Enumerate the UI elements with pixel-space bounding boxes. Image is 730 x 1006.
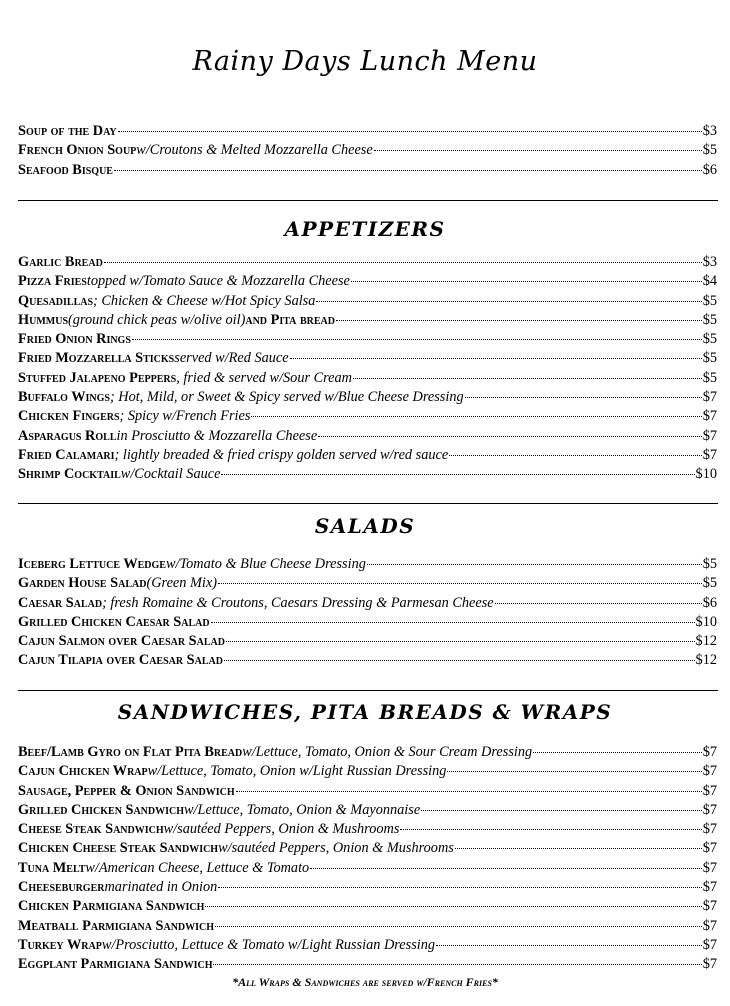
menu-item xyxy=(18,632,717,651)
item-description: w/Tomato & Blue Cheese Dressing xyxy=(165,556,366,572)
item-price: $3 xyxy=(702,254,717,270)
item-name: Quesadillas xyxy=(18,292,94,309)
menu-item xyxy=(18,839,717,858)
item-name: French Onion Soup xyxy=(18,142,137,159)
item-price: $6 xyxy=(702,161,717,178)
menu-item xyxy=(18,897,717,916)
menu-item xyxy=(18,349,717,368)
menu-item xyxy=(18,253,717,272)
dot-leader xyxy=(213,964,701,965)
item-price: $7 xyxy=(702,956,717,973)
item-price: $5 xyxy=(702,556,717,572)
item-name: Soup of the Day xyxy=(18,123,117,139)
dot-leader xyxy=(449,455,702,456)
menu-item xyxy=(18,743,717,762)
item-name: Eggplant Parmigiana Sandwich xyxy=(18,956,213,973)
item-price: $7 xyxy=(702,427,717,444)
dot-leader xyxy=(221,474,694,475)
dot-leader xyxy=(455,848,702,849)
appetizers-list xyxy=(18,253,717,485)
menu-item xyxy=(18,161,717,180)
dot-leader xyxy=(367,564,702,565)
item-name: Cajun Salmon over Caesar Salad xyxy=(18,633,225,650)
item-price: $5 xyxy=(702,575,717,592)
item-name: Shrimp Cocktail xyxy=(18,466,121,483)
menu-item xyxy=(18,272,717,291)
item-price: $7 xyxy=(702,801,717,818)
item-description: w/Prosciutto, Lettuce & Tomato w/Light Russian Dressing xyxy=(101,936,436,953)
soups-list xyxy=(18,122,717,180)
salads-list xyxy=(18,555,717,671)
item-name: Cajun Chicken Wrap xyxy=(18,763,148,780)
section-divider xyxy=(18,690,718,691)
menu-item xyxy=(18,427,717,446)
dot-leader xyxy=(316,301,701,302)
dot-leader xyxy=(226,641,695,642)
item-name: Asparagus Roll xyxy=(18,427,117,444)
menu-item xyxy=(18,651,717,670)
item-description: w/Lettuce, Tomato, Onion & Mayonnaise xyxy=(184,801,421,818)
dot-leader xyxy=(447,771,701,772)
menu-item xyxy=(18,820,717,839)
item-name: Garlic Bread xyxy=(18,254,103,270)
menu-title: Rainy Days Lunch Menu xyxy=(192,46,538,77)
menu-item xyxy=(18,594,717,613)
menu-item xyxy=(18,762,717,781)
item-price: $7 xyxy=(702,840,717,857)
item-price: $6 xyxy=(702,594,717,611)
item-description: w/American Cheese, Lettuce & Tomato xyxy=(85,859,310,876)
item-name: Meatball Parmigiana Sandwich xyxy=(18,917,215,934)
sandwiches-list xyxy=(18,743,717,975)
menu-item xyxy=(18,292,717,311)
dot-leader xyxy=(211,622,695,623)
menu-item xyxy=(18,955,717,974)
item-description: (ground chick peas w/olive oil) xyxy=(68,311,246,328)
item-description: ; Hot, Mild, or Sweet & Spicy served w/Blue Cheese Dressing xyxy=(109,389,464,406)
item-price: $10 xyxy=(695,466,717,483)
menu-item xyxy=(18,574,717,593)
item-price: $4 xyxy=(702,273,717,290)
menu-item xyxy=(18,782,717,801)
menu-item xyxy=(18,330,717,349)
item-description: (Green Mix) xyxy=(146,575,217,592)
item-price: $5 xyxy=(702,311,717,328)
menu-item xyxy=(18,311,717,330)
dot-leader xyxy=(336,320,702,321)
item-description: ; Chicken & Cheese w/Hot Spicy Salsa xyxy=(93,292,316,309)
item-price: $5 xyxy=(702,142,717,159)
item-price: $10 xyxy=(695,613,717,630)
item-name: Sausage, Pepper & Onion Sandwich xyxy=(18,782,235,799)
item-name: Chicken Fingers xyxy=(18,408,120,425)
dot-leader xyxy=(353,378,702,379)
item-description: in Prosciutto & Mozzarella Cheese xyxy=(116,427,318,444)
item-price: $7 xyxy=(702,898,717,915)
footer-note: *All Wraps & Sandwiches are served w/French Fries* xyxy=(232,975,498,989)
dot-leader xyxy=(132,339,702,340)
dot-leader xyxy=(104,262,702,263)
menu-item xyxy=(18,936,717,955)
item-description: ; Spicy w/French Fries xyxy=(119,408,251,425)
menu-item xyxy=(18,407,717,426)
dot-leader xyxy=(533,752,702,753)
item-name: Pizza Fries xyxy=(18,273,87,290)
item-name: Cajun Tilapia over Caesar Salad xyxy=(18,652,223,669)
item-name: Chicken Cheese Steak Sandwich xyxy=(18,840,219,857)
dot-leader xyxy=(218,887,701,888)
dot-leader xyxy=(118,131,702,132)
menu-item xyxy=(18,917,717,936)
item-description: served w/Red Sauce xyxy=(174,350,289,367)
item-name: Seafood Bisque xyxy=(18,161,113,178)
dot-leader xyxy=(495,603,702,604)
menu-item xyxy=(18,446,717,465)
item-description: topped w/Tomato Sauce & Mozzarella Cheese xyxy=(86,273,350,290)
section-divider xyxy=(18,503,718,504)
dot-leader xyxy=(436,945,702,946)
dot-leader xyxy=(400,829,701,830)
item-price: $5 xyxy=(702,331,717,348)
salads-heading: SALADS xyxy=(314,514,416,538)
item-name: Fried Calamari xyxy=(18,446,115,463)
menu-item xyxy=(18,878,717,897)
item-price: $7 xyxy=(702,879,717,896)
menu-item xyxy=(18,555,717,574)
dot-leader xyxy=(218,583,702,584)
item-price: $3 xyxy=(702,123,717,139)
item-name: Fried Onion Rings xyxy=(18,331,131,348)
item-description: ; fresh Romaine & Croutons, Caesars Dressing & Parmesan Cheese xyxy=(102,594,494,611)
item-description: w/Croutons & Melted Mozzarella Cheese xyxy=(136,142,373,159)
dot-leader xyxy=(215,926,702,927)
item-price: $12 xyxy=(695,652,717,669)
dot-leader xyxy=(421,810,702,811)
item-price: $5 xyxy=(702,369,717,386)
menu-item xyxy=(18,122,717,141)
menu-item xyxy=(18,613,717,632)
item-name: Cheeseburger xyxy=(18,879,105,896)
item-price: $5 xyxy=(702,350,717,367)
menu-item xyxy=(18,141,717,160)
item-name: Garden House Salad xyxy=(18,575,147,592)
dot-leader xyxy=(374,150,702,151)
item-name: Fried Mozzarella Sticks xyxy=(18,350,175,367)
item-price: $7 xyxy=(702,917,717,934)
menu-item xyxy=(18,369,717,388)
item-description: w/sautéed Peppers, Onion & Mushrooms xyxy=(163,821,400,838)
item-name: Iceberg Lettuce Wedge xyxy=(18,556,166,572)
menu-item xyxy=(18,801,717,820)
dot-leader xyxy=(310,868,701,869)
dot-leader xyxy=(351,281,702,282)
item-description: w/Lettuce, Tomato, Onion w/Light Russian Dressing xyxy=(147,763,447,780)
item-price: $5 xyxy=(702,292,717,309)
item-price: $7 xyxy=(702,821,717,838)
item-description: w/Lettuce, Tomato, Onion & Sour Cream Dressing xyxy=(242,744,533,760)
item-price: $7 xyxy=(702,389,717,406)
menu-item xyxy=(18,859,717,878)
item-price: $7 xyxy=(702,859,717,876)
item-price: $7 xyxy=(702,936,717,953)
item-price: $12 xyxy=(695,633,717,650)
item-name: Cheese Steak Sandwich xyxy=(18,821,164,838)
menu-item xyxy=(18,388,717,407)
item-name: Hummus xyxy=(18,311,69,328)
item-name: Buffalo Wings xyxy=(18,389,110,406)
dot-leader xyxy=(236,791,702,792)
item-description: w/sautéed Peppers, Onion & Mushrooms xyxy=(218,840,454,857)
dot-leader xyxy=(224,660,695,661)
dot-leader xyxy=(114,170,702,171)
section-divider xyxy=(18,200,718,201)
item-price: $7 xyxy=(702,446,717,463)
dot-leader xyxy=(251,416,701,417)
item-name: Grilled Chicken Sandwich xyxy=(18,801,185,818)
appetizers-heading: APPETIZERS xyxy=(284,217,446,241)
dot-leader xyxy=(205,906,701,907)
item-price: $7 xyxy=(702,782,717,799)
dot-leader xyxy=(465,397,702,398)
item-name-continued: and Pita bread xyxy=(245,311,335,328)
item-price: $7 xyxy=(702,408,717,425)
item-description: ; lightly breaded & fried crispy golden served w/red sauce xyxy=(114,446,449,463)
item-name: Tuna Melt xyxy=(18,859,86,876)
item-description: , fried & served w/Sour Cream xyxy=(176,369,353,386)
item-name: Caesar Salad xyxy=(18,594,103,611)
item-name: Beef/Lamb Gyro on Flat Pita Bread xyxy=(18,744,243,760)
sandwiches-heading: SANDWICHES, PITA BREADS & WRAPS xyxy=(117,700,613,724)
menu-item xyxy=(18,465,717,484)
dot-leader xyxy=(318,436,702,437)
item-name: Stuffed Jalapeno Peppers xyxy=(18,369,177,386)
item-price: $7 xyxy=(702,763,717,780)
item-name: Chicken Parmigiana Sandwich xyxy=(18,898,205,915)
item-description: marinated in Onion xyxy=(104,879,218,896)
item-name: Grilled Chicken Caesar Salad xyxy=(18,613,210,630)
item-name: Turkey Wrap xyxy=(18,936,102,953)
item-description: w/Cocktail Sauce xyxy=(120,466,221,483)
dot-leader xyxy=(290,358,702,359)
item-price: $7 xyxy=(702,744,717,760)
